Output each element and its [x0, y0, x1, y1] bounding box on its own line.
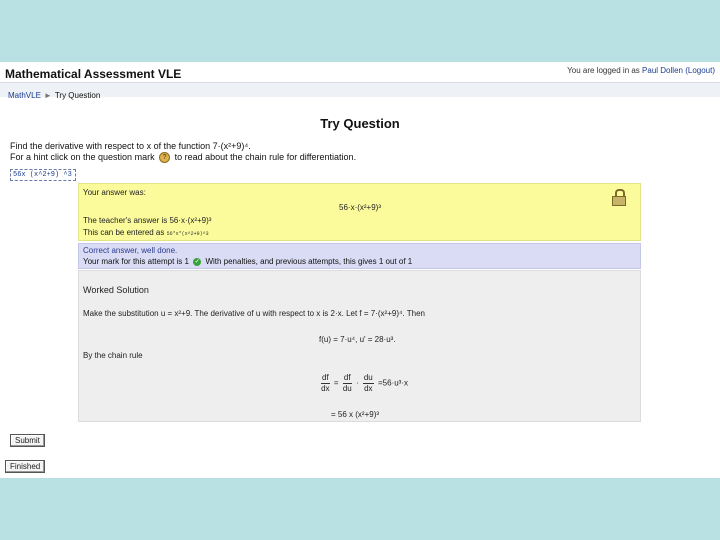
question-line-1: Find the derivative with respect to x of the function 7·(x²+9)⁴.: [10, 141, 251, 151]
check-icon: ✓: [194, 258, 200, 265]
frac-df: df: [322, 373, 329, 382]
worked-solution-title: Worked Solution: [83, 285, 149, 295]
submit-button[interactable]: Submit: [10, 434, 45, 447]
chain-rule-rhs: =56·u³·x: [378, 378, 409, 388]
fraction-du-dx: [363, 373, 374, 394]
your-answer-label: Your answer was:: [83, 188, 146, 197]
mark-message: [83, 257, 412, 266]
user-name-link[interactable]: Paul Dollen: [642, 66, 683, 75]
entered-as-prefix: This can be entered as: [83, 228, 165, 237]
page: [0, 62, 720, 478]
question-line-2: [10, 152, 356, 163]
entered-as: [83, 228, 209, 237]
lock-icon: [612, 189, 626, 205]
question-line-2-before: For a hint click on the question mark: [10, 152, 155, 162]
chain-rule-label: By the chain rule: [83, 351, 143, 360]
login-prefix: You are logged in as: [567, 66, 640, 75]
page-title: Try Question: [320, 116, 400, 131]
frac-dx-2: dx: [364, 384, 373, 393]
site-title: Mathematical Assessment VLE: [5, 67, 182, 81]
result-box: [78, 243, 641, 269]
finished-button[interactable]: Finished: [5, 460, 45, 473]
equals-sign: =: [333, 378, 339, 388]
fraction-df-du: [343, 373, 352, 394]
worked-solution-eq1: f(u) = 7·u⁴, u' = 28·u³.: [319, 335, 396, 344]
correct-message: Correct answer, well done.: [83, 246, 178, 255]
answer-input[interactable]: 56x (x^2+9) ^3: [10, 169, 76, 181]
times-sign: ·: [355, 378, 359, 388]
chain-rule-equation: [319, 373, 408, 394]
frac-du-2: du: [363, 373, 373, 382]
mark-before: Your mark for this attempt is 1: [83, 257, 189, 266]
breadcrumb-separator: ►: [43, 91, 52, 100]
breadcrumb-current: Try Question: [54, 91, 101, 100]
question-text: [10, 141, 356, 163]
login-info: [567, 66, 715, 75]
frac-df-2: df: [343, 373, 351, 382]
breadcrumb-home-link[interactable]: MathVLE: [8, 91, 41, 100]
frac-dx: dx: [321, 384, 330, 393]
logout-link[interactable]: (Logout): [685, 66, 715, 75]
breadcrumb: [0, 82, 720, 100]
teacher-answer: The teacher's answer is 56·x·(x²+9)³: [83, 216, 212, 225]
lock-body: [612, 196, 626, 206]
fraction-df-dx: [321, 373, 330, 394]
header: [0, 62, 720, 84]
worked-solution-box: [78, 270, 641, 422]
question-line-2-after: to read about the chain rule for differentiation.: [174, 152, 357, 162]
frac-du: du: [342, 384, 352, 393]
question-mark-icon[interactable]: ?: [159, 152, 170, 163]
worked-solution-text: Make the substitution u = x²+9. The derivative of u with respect to x is 2·x. Let f = 7·(x²+9)⁴. Then: [83, 309, 425, 318]
entered-as-code: 56*x*(x^2+9)^3: [166, 231, 209, 237]
worked-solution-eq3: = 56 x (x²+9)³: [331, 410, 380, 419]
mark-after: With penalties, and previous attempts, this gives 1 out of 1: [205, 257, 413, 266]
your-answer-expression: 56·x·(x²+9)³: [339, 203, 382, 212]
your-answer-box: [78, 183, 641, 241]
